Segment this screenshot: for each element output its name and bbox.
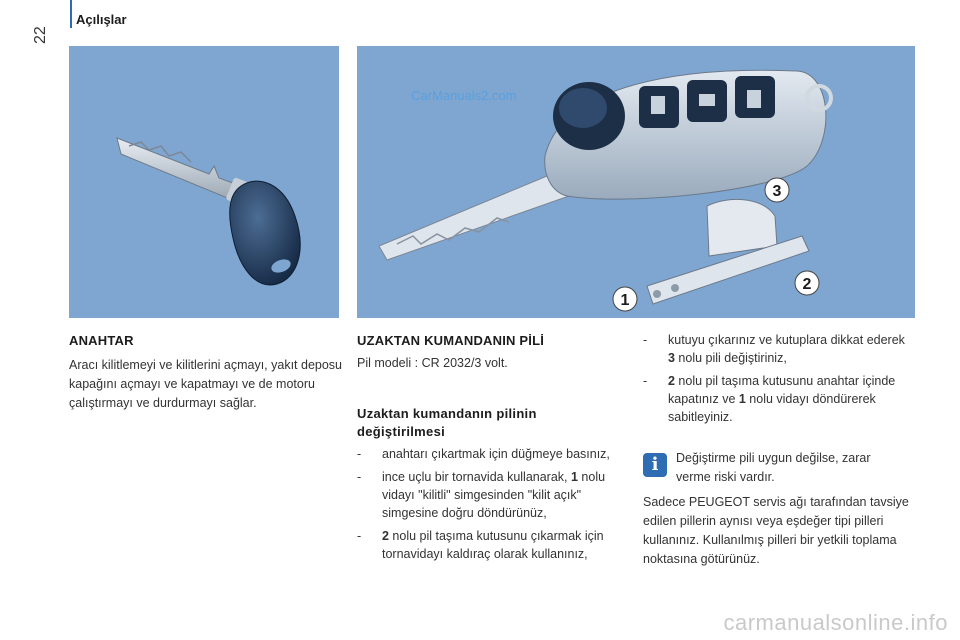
list-item: - ince uçlu bir tornavida kullanarak, 1 nolu vidayı "kilitli" simgesinden "kilit açık" simgesine doğru döndürünüz, <box>357 470 606 520</box>
steps-list-right <box>643 331 908 431</box>
list-item: - 2 nolu pil taşıma kutusunu çıkarmak için tornavidayı kaldıraç olarak kullanınız, <box>357 529 604 561</box>
recycle-note: Sadece PEUGEOT servis ağı tarafından tavsiye edilen pillerin aynısı veya eşdeğer tipi pilleri kullanınız. Kullanılmış pilleri bir yetkili toplama noktasına götürünüz. <box>643 495 909 566</box>
remote-drawing <box>357 46 915 318</box>
section-marker-bar <box>70 0 72 28</box>
anahtar-title: ANAHTAR <box>69 333 134 348</box>
anahtar-text: Aracı kilitlemeyi ve kilitlerini açmayı, yakıt deposu kapağını açmayı ve kapatmayı ve de motoru çalıştırmayı ve durdurmayı sağlar. <box>69 358 343 410</box>
key-drawing <box>69 46 339 318</box>
image-watermark: CarManuals2.com <box>411 88 517 103</box>
steps-list-left <box>357 445 627 568</box>
replacement-subtitle-line2: değiştirilmesi <box>357 424 446 439</box>
callout-2: 2 <box>802 276 812 293</box>
callout-1: 1 <box>620 292 630 309</box>
info-note: Değiştirme pili uygun değilse, zarar verme riski vardır. <box>676 451 871 484</box>
key-illustration <box>69 46 339 318</box>
replacement-subtitle-line1: Uzaktan kumandanın pilinin <box>357 406 537 421</box>
battery-model: Pil modeli : CR 2032/3 volt. <box>357 356 508 370</box>
section-title: Açılışlar <box>76 12 127 27</box>
info-icon: i <box>643 453 667 477</box>
page-number: 22 <box>32 26 49 44</box>
remote-battery-title: UZAKTAN KUMANDANIN PİLİ <box>357 333 545 348</box>
footer-watermark: carmanualsonline.info <box>723 610 948 635</box>
callout-3: 3 <box>772 183 782 200</box>
replacement-subtitle <box>357 405 627 441</box>
remote-battery-illustration <box>357 46 915 318</box>
list-item: - 2 nolu pil taşıma kutusunu anahtar içinde kapatınız ve 1 nolu vidayı döndürerek sabitleyiniz. <box>643 374 896 424</box>
list-item: - kutuyu çıkarınız ve kutuplara dikkat ederek 3 nolu pili değiştiriniz, <box>643 333 905 365</box>
list-item: - anahtarı çıkartmak için düğmeye basınız, <box>357 447 610 461</box>
